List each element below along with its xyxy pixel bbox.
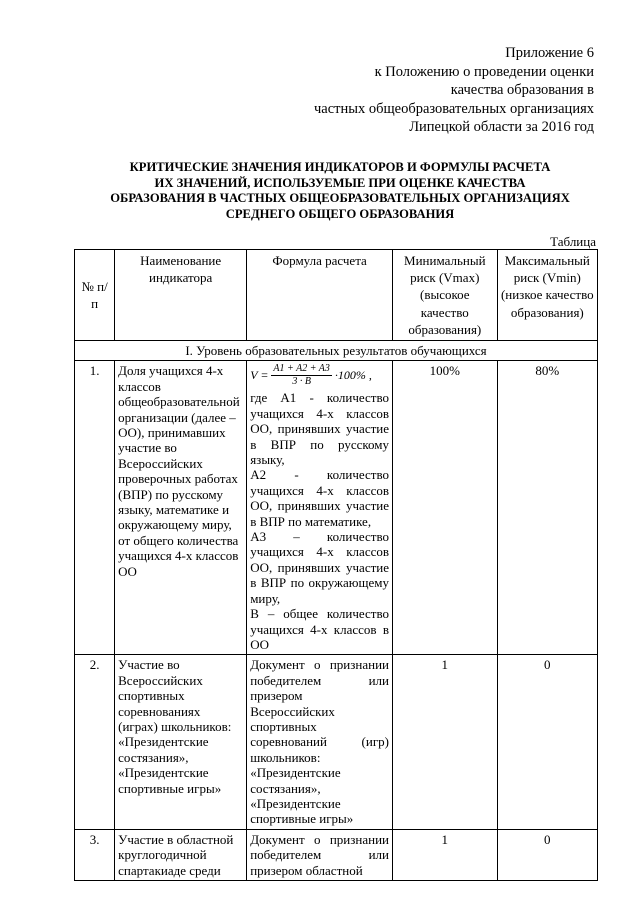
table-caption: Таблица [550,234,596,249]
appendix-line: качества образования в [450,82,594,99]
row-number: 1. [75,361,115,655]
appendix-line: Приложение 6 [505,45,594,61]
min-risk-value: 1 [393,655,498,829]
formula-a3-description: A3 – количество учащихся 4-х классов ОО, принявших участие в ВПР по окружающему миру, [250,529,389,606]
formula-cell: Документ о признании победителем или призером областной [247,829,393,880]
min-risk-value: 100% [393,361,498,655]
formula-b-description: B – общее количество учащихся 4-х классов в ОО [250,606,389,652]
indicator-name: Доля учащихся 4-х классов общеобразовательной организации (далее – ОО), принимавших участие во Всероссийских проверочных работах (ВПР) по русскому языку, математике и окружающему миру, от общего количества учащихся 4-х классов ОО [115,361,247,655]
appendix-line: Липецкой области за 2016 год [409,119,594,136]
indicators-table [74,249,598,881]
section-title: I. Уровень образовательных результатов обучающихся [75,341,598,361]
max-risk-value: 0 [497,655,597,829]
table-row [75,655,598,829]
row-number: 2. [75,655,115,829]
appendix-line: к Положению о проведении оценки [374,63,594,80]
formula-fraction [271,363,331,388]
title-line: СРЕДНЕГО ОБЩЕГО ОБРАЗОВАНИЯ [225,206,455,221]
formula-cell: Документ о признании победителем или призером Всероссийских спортивных соревнований (игр) школьников: «Президентские состязания», «Президентские спортивные игры» [247,655,393,829]
header-num: № п/п [75,250,115,341]
formula-expression [250,363,389,388]
formula-a1-description: где A1 - количество учащихся 4-х классов ОО, принявших участие в ВПР по русскому языку, [250,390,389,468]
table-row [75,361,598,655]
formula-lhs: V = [250,368,269,383]
formula-a2-description: A2 - количество учащихся 4-х классов ОО, принявших участие в ВПР по математике, [250,467,389,529]
header-name: Наименование индикатора [115,250,247,341]
header-min-risk: Минимальный риск (Vmax) (высокое качество образования) [393,250,498,341]
min-risk-value: 1 [393,829,498,880]
max-risk-value: 80% [497,361,597,655]
title-line: ИХ ЗНАЧЕНИЙ, ИСПОЛЬЗУЕМЫЕ ПРИ ОЦЕНКЕ КАЧЕСТВА [154,175,526,190]
indicator-name: Участие во Всероссийских спортивных соревнованиях (играх) школьников: «Президентские состязания», «Президентские спортивные игры» [115,655,247,829]
formula-numerator: A1 + A2 + A3 [273,363,330,375]
row-number: 3. [75,829,115,880]
section-row [75,341,598,361]
document-title [70,160,610,222]
formula-cell [247,361,393,655]
header-formula: Формула расчета [247,250,393,341]
appendix-line: частных общеобразовательных организациях [313,100,594,117]
table-header-row [75,250,598,341]
max-risk-value: 0 [497,829,597,880]
title-line: ОБРАЗОВАНИЯ В ЧАСТНЫХ ОБЩЕОБРАЗОВАТЕЛЬНЫХ ОРГАНИЗАЦИЯХ [110,191,570,206]
indicator-name: Участие в областной круглогодичной спартакиаде среди [115,829,247,880]
title-line: КРИТИЧЕСКИЕ ЗНАЧЕНИЯ ИНДИКАТОРОВ И ФОРМУЛЫ РАСЧЕТА [129,160,551,174]
table-row [75,829,598,880]
formula-denominator: 3 · B [292,376,311,388]
appendix-header [314,44,594,137]
header-max-risk: Максимальный риск (Vmin) (низкое качество образования) [497,250,597,341]
formula-suffix: ·100% , [334,368,372,383]
